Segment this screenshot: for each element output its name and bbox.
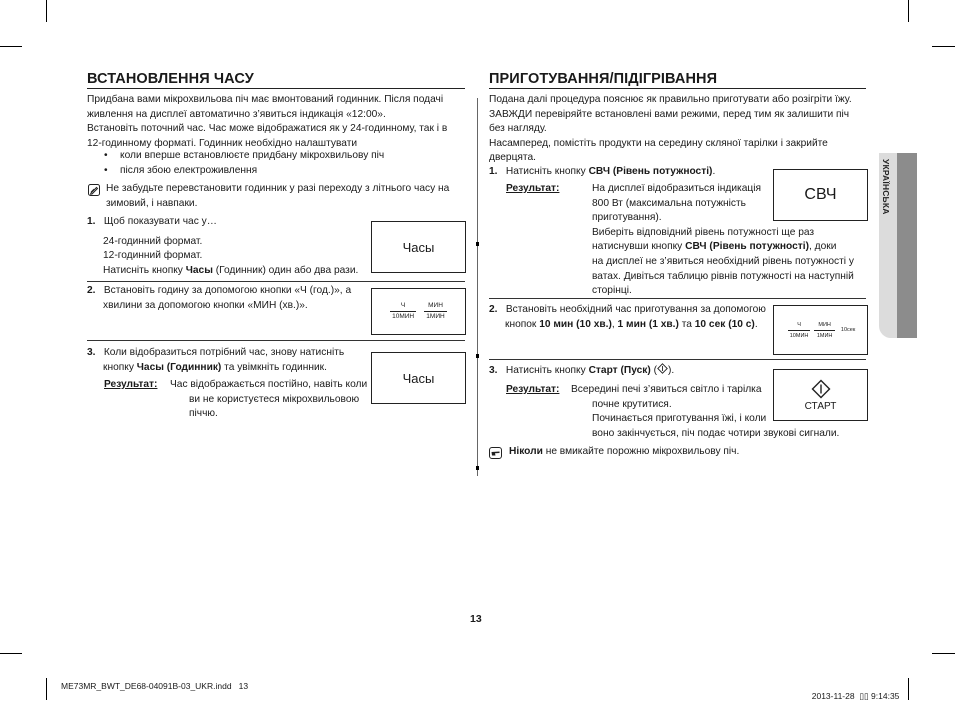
crop-mark: [0, 46, 22, 47]
crop-mark: [46, 0, 47, 22]
step-divider: [87, 281, 465, 282]
clock-step-2: 2. Встановіть годину за допомогою кнопки «Ч (год.)», а хвилини за допомогою кнопки «МИН (хв.)».: [87, 285, 352, 311]
bullet-item: •: [104, 165, 108, 176]
note-pencil-icon: [88, 183, 100, 195]
crop-mark: [908, 0, 909, 22]
divider-marker: [476, 466, 479, 470]
crop-mark: [932, 46, 955, 47]
10min-button: $\frac{Ч}{\text{10МИН}}$: [789, 321, 809, 339]
step-divider: [489, 298, 866, 299]
cooking-step-1: 1. Натисніть кнопку СВЧ (Рівень потужності).: [489, 166, 716, 177]
section-title-cooking: ПРИГОТУВАННЯ/ПІДІГРІВАННЯ: [489, 71, 866, 89]
crop-mark: [0, 653, 22, 654]
language-tab-label: УКРАЇНСЬКА: [881, 159, 891, 215]
step-divider: [87, 340, 465, 341]
result-label: Результат:: [104, 379, 158, 390]
divider-marker: [476, 354, 479, 358]
column-divider: [477, 98, 478, 476]
page-number: 13: [470, 613, 482, 625]
cooking-step-2: 2. Встановіть необхідний час приготування за допомогою кнопок 10 мин (10 хв.), 1 мин (1 хв.) та 10 сек (10 с).: [489, 304, 766, 330]
cooking-step-3: 3. Натисніть кнопку Старт (Пуск) ( ).: [489, 365, 675, 376]
cooking-intro: Подана далі процедура пояснює як правильно приготувати або розігріти їжу. ЗАВЖДИ перевіряйте встановлені вами режими, перед тим як залишити піч без нагляду. Насамперед, помістіть продукти на середину скляної тарілки і закрийте дверцята.: [489, 94, 852, 164]
language-tab: [879, 153, 917, 338]
note-text: Не забудьте перевстановити годинник у разі переходу з літнього часу на зимовий, і навпаки.: [106, 183, 450, 209]
start-button-display: СТАРТ: [773, 369, 868, 421]
divider-marker: [476, 242, 479, 246]
clock-step-3: 3. Коли відобразиться потрібний час, знову натисніть кнопку Часы (Годинник) та увімкніть годинник.: [87, 347, 345, 373]
clock-intro: Придбана вами мікрохвильова піч має вмонтований годинник. Після подачі живлення на дисплеї автоматично з’явиться індикація «12:00». Встановіть поточний час. Час може відображатися як у 24-годинному, так і в 12-годинному форматі. Годинник необхідно налаштувати: [87, 94, 448, 149]
bullet-text: коли вперше встановлюєте придбану мікрохвильову піч: [120, 150, 385, 161]
result-label: Результат:: [506, 384, 560, 395]
1min-button: $\frac{\text{МИН}}{\text{1МИН}}$: [816, 321, 833, 340]
start-diamond-icon: [811, 379, 831, 399]
10sec-button: 10сек: [840, 327, 856, 333]
footer-timestamp: 2013-11-28 ▯▯ 9:14:35: [811, 691, 900, 701]
hour-minute-buttons-display: [371, 288, 466, 335]
time-buttons-display: [773, 305, 868, 355]
bullet-text: після збою електроживлення: [120, 165, 258, 176]
start-diamond-icon: [657, 363, 668, 374]
bullet-item: •: [104, 150, 108, 161]
crop-mark: [932, 653, 955, 654]
crop-mark: [908, 678, 909, 700]
result-text: Час відображається постійно, навіть коли ви не користуєтеся мікрохвильовою піччю.: [170, 379, 368, 420]
clock-step-1: 1. Щоб показувати час у… 24-годинний формат. 12-годинний формат. Натисніть кнопку Часы (Годинник) один або два рази.: [87, 216, 359, 276]
minute-button: $\frac{\text{МИН}}{\text{1МИН}}$: [426, 302, 445, 321]
power-level-button-display: СВЧ: [773, 169, 868, 221]
result-text: На дисплеї відобразиться індикація 800 Вт (максимальна потужність приготування). Виберіть відповідний рівень потужності ще раз натиснувши кнопку СВЧ (Рівень потужності), доки на дисплеї не з’явиться необхідний рівень потужності у ватах. Дивіться таблицю рівнів потужності на наступній сторінці.: [592, 183, 854, 297]
clock-button-display: Часы: [371, 221, 466, 273]
clock-button-display: Часы: [371, 352, 466, 404]
pointing-hand-icon: [489, 446, 502, 458]
footer-left-bar: [46, 678, 47, 700]
section-title-clock: ВСТАНОВЛЕННЯ ЧАСУ: [87, 71, 465, 89]
hour-button: $\frac{Ч}{\text{10МИН}}$: [392, 302, 415, 320]
result-text: Всередині печі з’явиться світло і тарілка почне крутитися. Починається приготування їжі, і коли воно закінчується, піч подає чотири звукові сигнали.: [571, 384, 840, 439]
warning-text: Ніколи не вмикайте порожню мікрохвильову піч.: [509, 446, 740, 457]
footer-filename: ME73MR_BWT_DE68-04091B-03_UKR.indd 13: [61, 681, 249, 691]
step-divider: [489, 359, 866, 360]
result-label: Результат:: [506, 183, 560, 194]
